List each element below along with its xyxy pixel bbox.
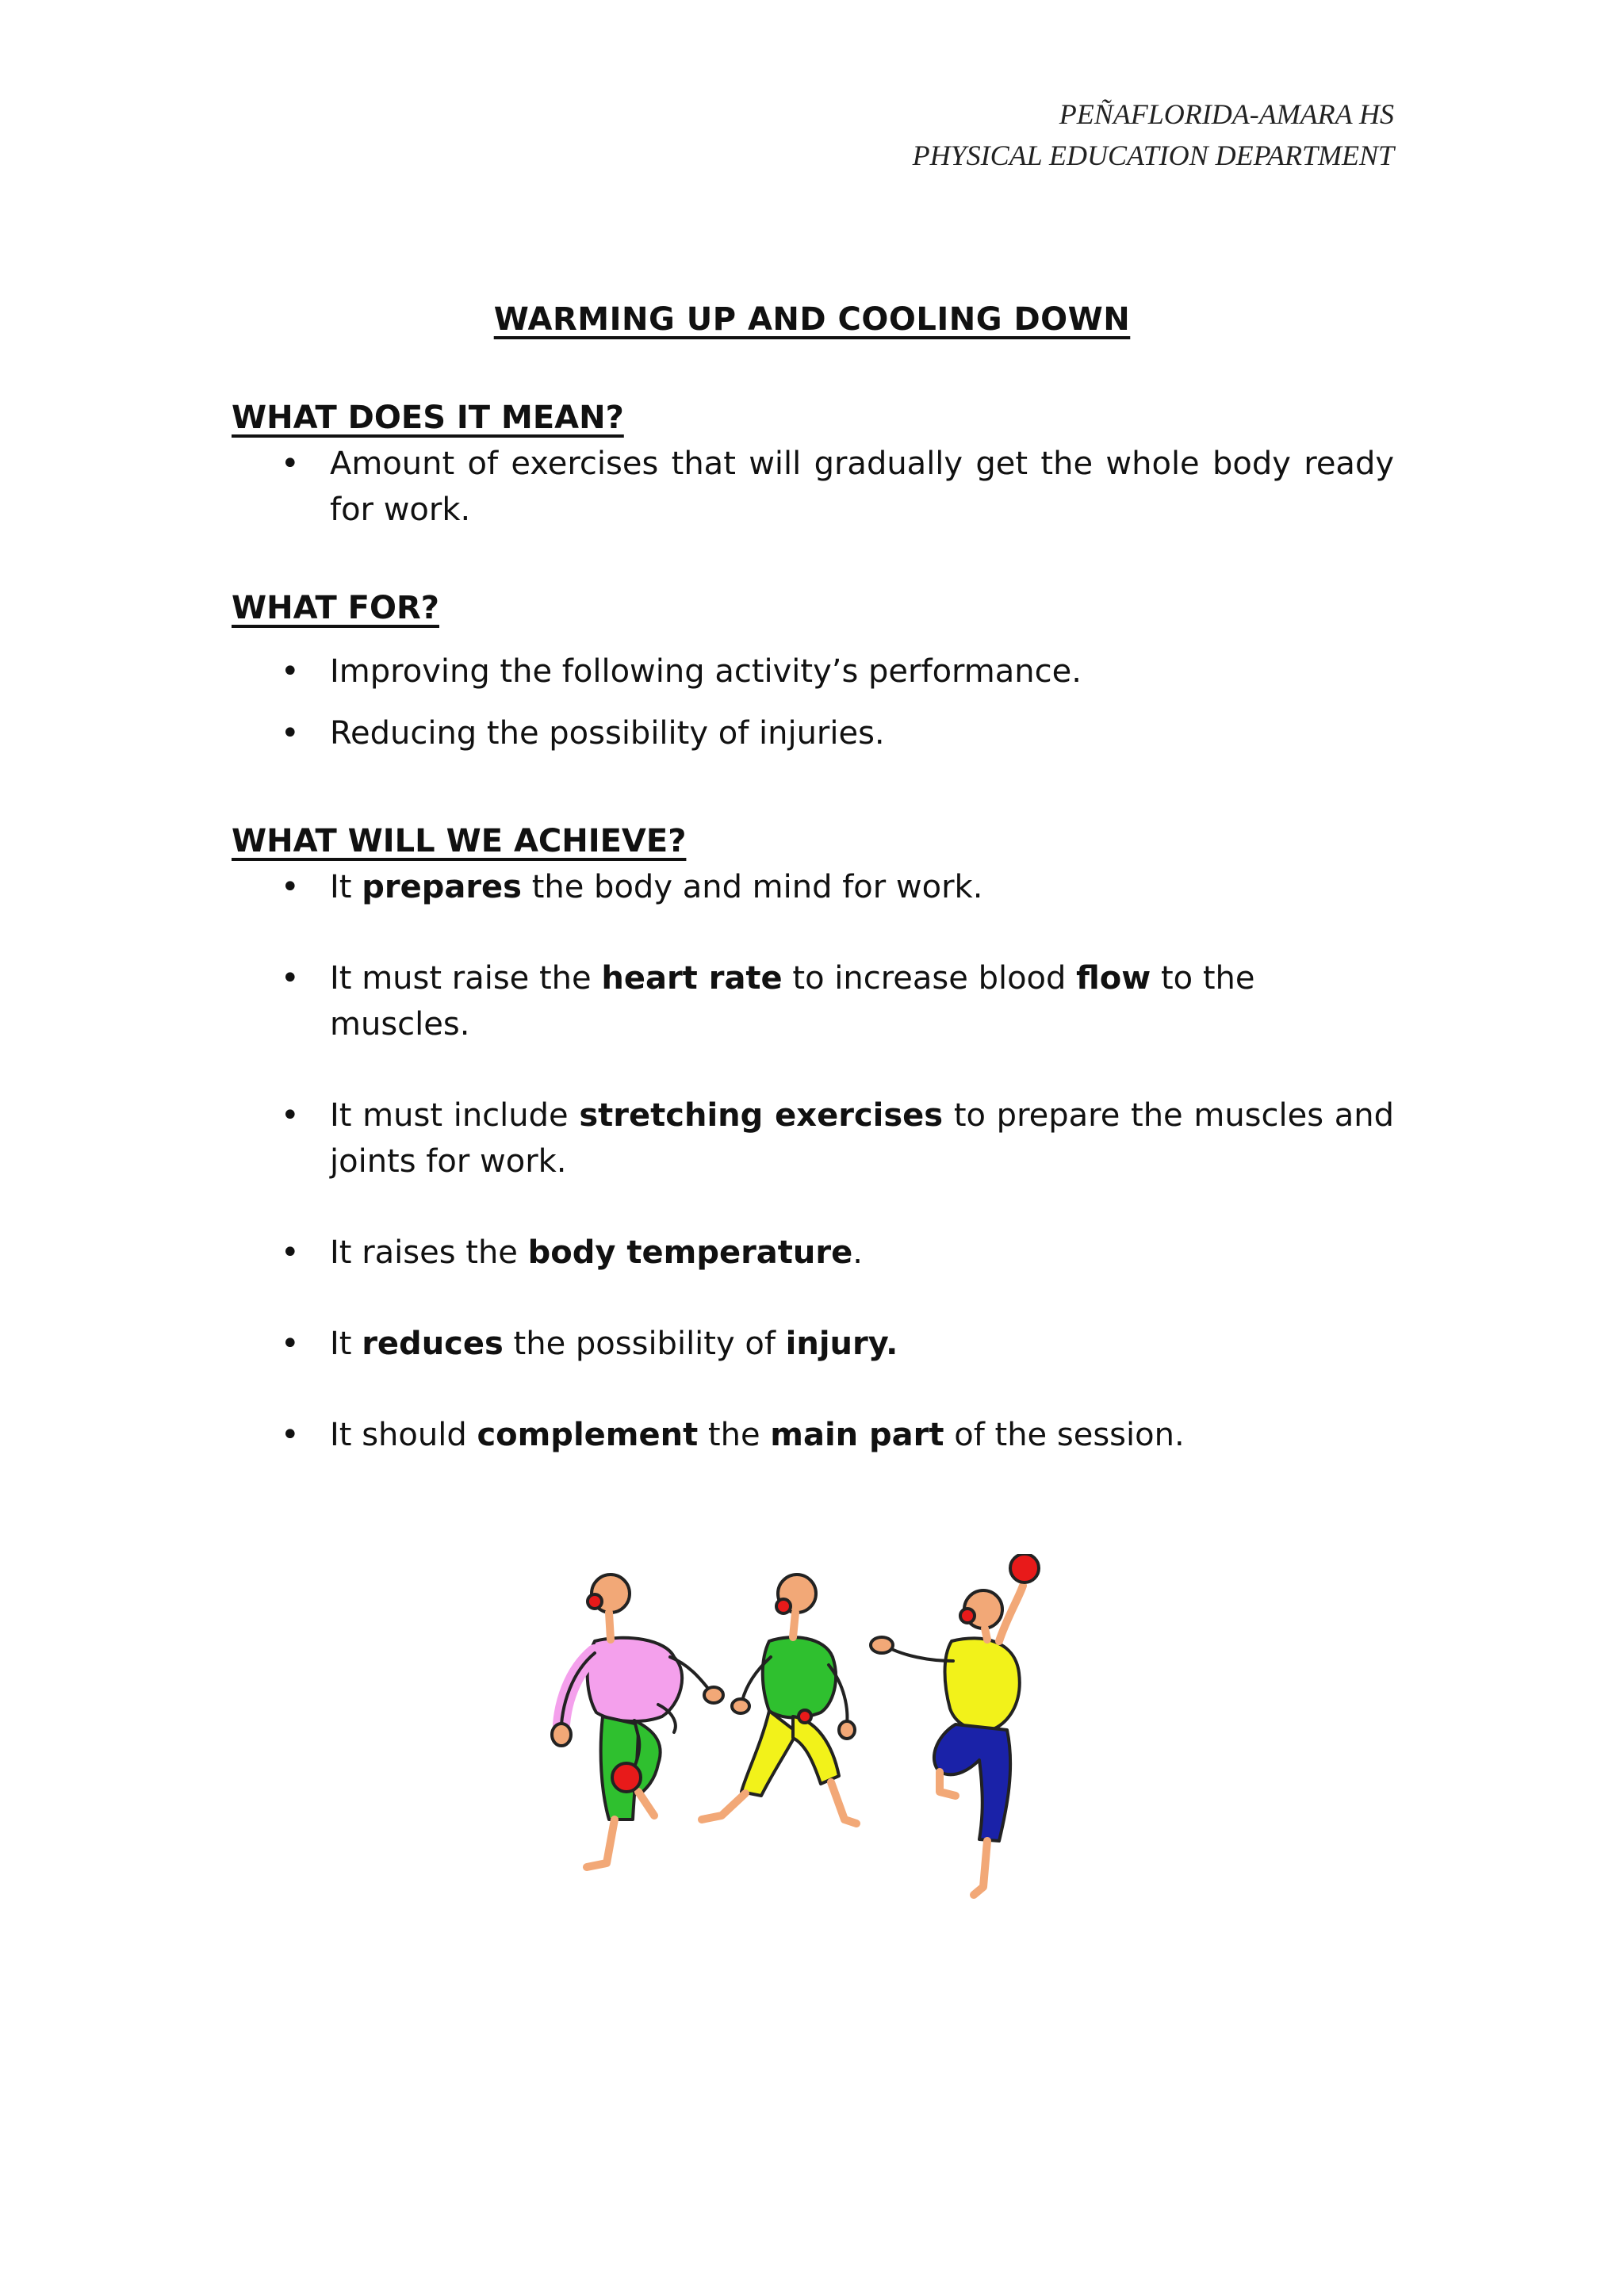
emphasis: injury. xyxy=(785,1326,898,1362)
emphasis: stretching exercises xyxy=(579,1097,944,1134)
section-achieve xyxy=(232,818,1394,1503)
list-item: • Improving the following activity’s performance. xyxy=(232,649,1394,695)
school-name: PEÑAFLORIDA-AMARA HS xyxy=(1059,98,1394,130)
emphasis: flow xyxy=(1076,960,1151,997)
list-item: • Reducing the possibility of injuries. xyxy=(232,710,1394,756)
section-heading: WHAT DOES IT MEAN? xyxy=(232,400,624,436)
section-meaning xyxy=(232,395,1394,533)
emphasis: body temperature xyxy=(527,1234,853,1271)
list-item: • It reduces the possibility of injury. xyxy=(232,1321,1394,1367)
emphasis: reduces xyxy=(362,1326,504,1362)
document-header xyxy=(913,94,1394,176)
section-heading: WHAT WILL WE ACHIEVE? xyxy=(232,823,687,859)
bullet-list xyxy=(232,649,1394,756)
department-name: PHYSICAL EDUCATION DEPARTMENT xyxy=(912,140,1394,171)
list-item: • It raises the body temperature. xyxy=(232,1230,1394,1276)
bullet-list xyxy=(232,864,1394,1458)
emphasis: heart rate xyxy=(601,960,783,997)
bullet-list xyxy=(232,441,1394,533)
player-figure-2 xyxy=(702,1575,856,1823)
emphasis: prepares xyxy=(362,869,522,905)
list-item: • It prepares the body and mind for work. xyxy=(232,864,1394,910)
section-heading: WHAT FOR? xyxy=(232,590,439,626)
section-purpose xyxy=(232,585,1394,772)
emphasis: main part xyxy=(770,1417,944,1453)
emphasis: complement xyxy=(477,1417,699,1453)
players-illustration xyxy=(508,1554,1110,1966)
list-item: • It must raise the heart rate to increase blood flow to the muscles. xyxy=(232,955,1394,1047)
player-figure-1 xyxy=(552,1575,723,1867)
list-item: • It should complement the main part of the session. xyxy=(232,1412,1394,1458)
page-title: WARMING UP AND COOLING DOWN xyxy=(493,301,1131,338)
player-figure-3 xyxy=(871,1554,1039,1895)
list-item: • It must include stretching exercises to prepare the muscles and joints for work. xyxy=(232,1093,1394,1184)
list-item: • Amount of exercises that will gradually get the whole body ready for work. xyxy=(232,441,1394,533)
